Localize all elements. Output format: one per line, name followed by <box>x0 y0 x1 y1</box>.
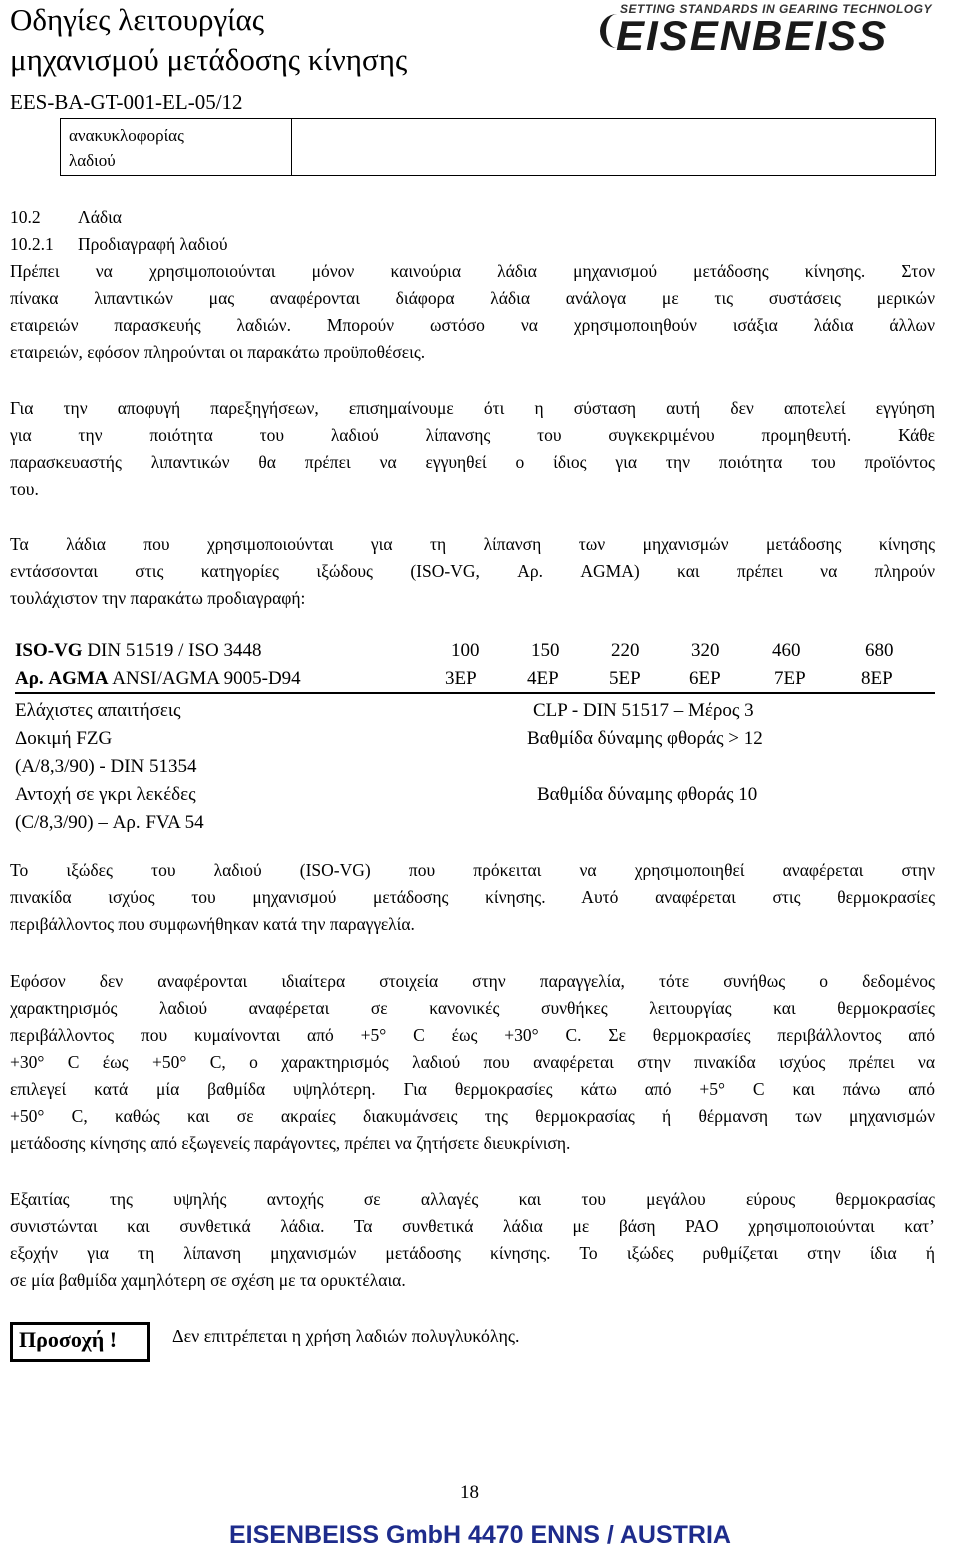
spec-value: 4EP <box>527 668 559 689</box>
spec-row-label <box>15 668 301 690</box>
paragraph-viscosity-classes <box>10 531 935 612</box>
spec-value: Βαθμίδα δύναμης φθοράς 10 <box>537 784 758 805</box>
paragraph-synthetic-oils <box>10 1186 935 1294</box>
oil-spec-table <box>15 640 935 840</box>
text-line: συνιστώνται και συνθετικά λάδια. Τα συνθετικά λάδια με βάση PAO χρησιμοποιούνται κατ’ <box>10 1216 935 1236</box>
spec-row-label <box>15 640 262 662</box>
title-line-1: Οδηγίες λειτουργίας <box>10 2 265 37</box>
text-line: +30° C έως +50° C, ο χαρακτηρισμός λαδιού που αναφέρεται στην πινακίδα ισχύος πρέπει να <box>10 1052 935 1072</box>
text-line: για την ποιότητα του λαδιού λίπανσης του συγκεκριμένου προμηθευτή. Κάθε <box>10 425 935 445</box>
spec-row-iso-vg <box>15 640 935 668</box>
spec-value: Βαθμίδα δύναμης φθοράς > 12 <box>527 728 763 749</box>
text-line: μετάδοσης κίνησης από εξωγενείς παράγοντες, πρέπει να ζητήσετε διευκρίνιση. <box>10 1133 571 1153</box>
spec-label-bold: Αρ. AGMA <box>15 668 109 689</box>
text-line: εταιρειών παρασκευής λαδιών. Μπορούν ωστόσο να χρησιμοποιηθούν ισάξια λάδια άλλων <box>10 315 935 335</box>
spec-label-bold: ISO-VG <box>15 640 83 661</box>
text-line: του. <box>10 479 39 499</box>
section-number: 10.2 <box>10 207 41 227</box>
table-fragment-line-1: ανακυκλοφορίας <box>69 126 184 145</box>
title-line-2: μηχανισμού μετάδοσης κίνησης <box>10 42 408 77</box>
spec-row-label: (A/8,3/90) - DIN 51354 <box>15 756 197 777</box>
spec-label-text: ANSI/AGMA 9005-D94 <box>108 668 301 689</box>
spec-value: 3EP <box>445 668 477 689</box>
section-heading <box>10 204 122 230</box>
text-line: Πρέπει να χρησιμοποιούνται μόνον καινούρια λάδια μηχανισμού μετάδοσης κίνησης. Στον <box>10 261 935 281</box>
document-title <box>10 0 407 80</box>
text-line: σε μία βαθμίδα χαμηλότερη σε σχέση με τα ορυκτέλαια. <box>10 1270 406 1290</box>
text-line: χαρακτηρισμός λαδιού αναφέρεται σε κανονικές συνθήκες λειτουργίας και θερμοκρασίες <box>10 998 935 1018</box>
warning-label: Προσοχή ! <box>19 1327 118 1352</box>
text-line: +50° C, καθώς και σε ακραίες διακυμάνσεις της θερμοκρασίας ή θέρμανση των μηχανισμών <box>10 1106 935 1126</box>
subsection-heading <box>10 231 228 257</box>
text-line: Το ιξώδες του λαδιού (ISO-VG) που πρόκειται να χρησιμοποιηθεί αναφέρεται στην <box>10 860 935 880</box>
text-line: Εφόσον δεν αναφέρονται ιδιαίτερα στοιχεία στην παραγγελία, τότε συνήθως ο δεδομένος <box>10 971 935 991</box>
text-line: Εξαιτίας της υψηλής αντοχής σε αλλαγές και του μεγάλου εύρους θερμοκρασίας <box>10 1189 935 1209</box>
spec-row-grey-staining <box>15 784 935 812</box>
spec-row-grey-sub <box>15 812 935 840</box>
paragraph-temperature <box>10 968 935 1157</box>
text-line: περιβάλλοντος που συμφωνήθηκαν κατά την παραγγελία. <box>10 914 415 934</box>
text-line: παρασκευαστής λιπαντικών θα πρέπει να εγγυηθεί ο ίδιος για την ποιότητα του προϊόντος <box>10 452 935 472</box>
spec-row-label: Δοκιμή FZG <box>15 728 113 749</box>
spec-table-rule <box>15 692 935 694</box>
spec-row-label: Αντοχή σε γκρι λεκέδες <box>15 784 196 805</box>
text-line: τουλάχιστον την παρακάτω προδιαγραφή: <box>10 588 306 608</box>
text-line: Τα λάδια που χρησιμοποιούνται για τη λίπανση των μηχανισμών μετάδοσης κίνησης <box>10 534 935 554</box>
text-line: εταιρειών, εφόσον πληρούνται οι παρακάτω προϋποθέσεις. <box>10 342 426 362</box>
spec-value: 320 <box>691 640 720 661</box>
paragraph-viscosity-nameplate <box>10 857 935 938</box>
warning-text: Δεν επιτρέπεται η χρήση λαδιών πολυγλυκόλης. <box>172 1326 520 1346</box>
spec-value: CLP - DIN 51517 – Μέρος 3 <box>533 700 754 721</box>
text-line: επιλεγεί κατά μία βαθμίδα υψηλότερη. Για θερμοκρασίες κάτω από +5° C και πάνω από <box>10 1079 935 1099</box>
table-fragment-cell <box>69 123 184 173</box>
footer-company: EISENBEISS GmbH 4470 ENNS / AUSTRIA <box>229 1521 731 1549</box>
spec-row-fzg <box>15 728 935 756</box>
spec-row-label: Ελάχιστες απαιτήσεις <box>15 700 181 721</box>
subsection-number: 10.2.1 <box>10 234 54 254</box>
logo-tagline: SETTING STANDARDS IN GEARING TECHNOLOGY <box>620 2 932 16</box>
table-divider <box>291 119 292 175</box>
section-title: Λάδια <box>78 207 122 227</box>
spec-value: 220 <box>611 640 640 661</box>
logo-name: EISENBEISS <box>616 12 889 59</box>
spec-value: 460 <box>772 640 801 661</box>
warning-box <box>10 1322 150 1362</box>
company-logo <box>600 0 952 62</box>
spec-row-label: (C/8,3/90) – Αρ. FVA 54 <box>15 812 204 833</box>
spec-value: 7EP <box>774 668 806 689</box>
spec-value: 5EP <box>609 668 641 689</box>
text-line: πινακίδα ισχύος του μηχανισμού μετάδοσης κίνησης. Αυτό αναφέρεται στις θερμοκρασίες <box>10 887 935 907</box>
text-line: περιβάλλοντος που κυμαίνονται από +5° C έως +30° C. Σε θερμοκρασίες περιβάλλοντος από <box>10 1025 935 1045</box>
spec-value: 8EP <box>861 668 893 689</box>
paragraph-disclaimer <box>10 395 935 503</box>
text-line: πίνακα λιπαντικών μας αναφέρονται διάφορα λάδια ανάλογα με τις συστάσεις μερικών <box>10 288 935 308</box>
spec-value: 150 <box>531 640 560 661</box>
text-line: εξοχήν για τη λίπανση μηχανισμών μετάδοσης κίνησης. Το ιξώδες ρυθμίζεται στην ίδια ή <box>10 1243 935 1263</box>
subsection-title: Προδιαγραφή λαδιού <box>78 234 228 254</box>
table-fragment-line-2: λαδιού <box>69 151 116 170</box>
spec-value: 6EP <box>689 668 721 689</box>
spec-value: 680 <box>865 640 894 661</box>
spec-row-min-requirements <box>15 700 935 728</box>
table-fragment <box>60 118 936 176</box>
page-number: 18 <box>460 1482 479 1503</box>
text-line: Για την αποφυγή παρεξηγήσεων, επισημαίνουμε ότι η σύσταση αυτή δεν αποτελεί εγγύηση <box>10 398 935 418</box>
spec-row-fzg-sub <box>15 756 935 784</box>
paragraph-oil-requirements <box>10 258 935 366</box>
document-code: EES-BA-GT-001-EL-05/12 <box>10 90 243 114</box>
spec-label-text: DIN 51519 / ISO 3448 <box>82 640 262 661</box>
spec-value: 100 <box>451 640 480 661</box>
text-line: εντάσσονται στις κατηγορίες ιξώδους (ISO-VG, Αρ. AGMA) και πρέπει να πληρούν <box>10 561 935 581</box>
